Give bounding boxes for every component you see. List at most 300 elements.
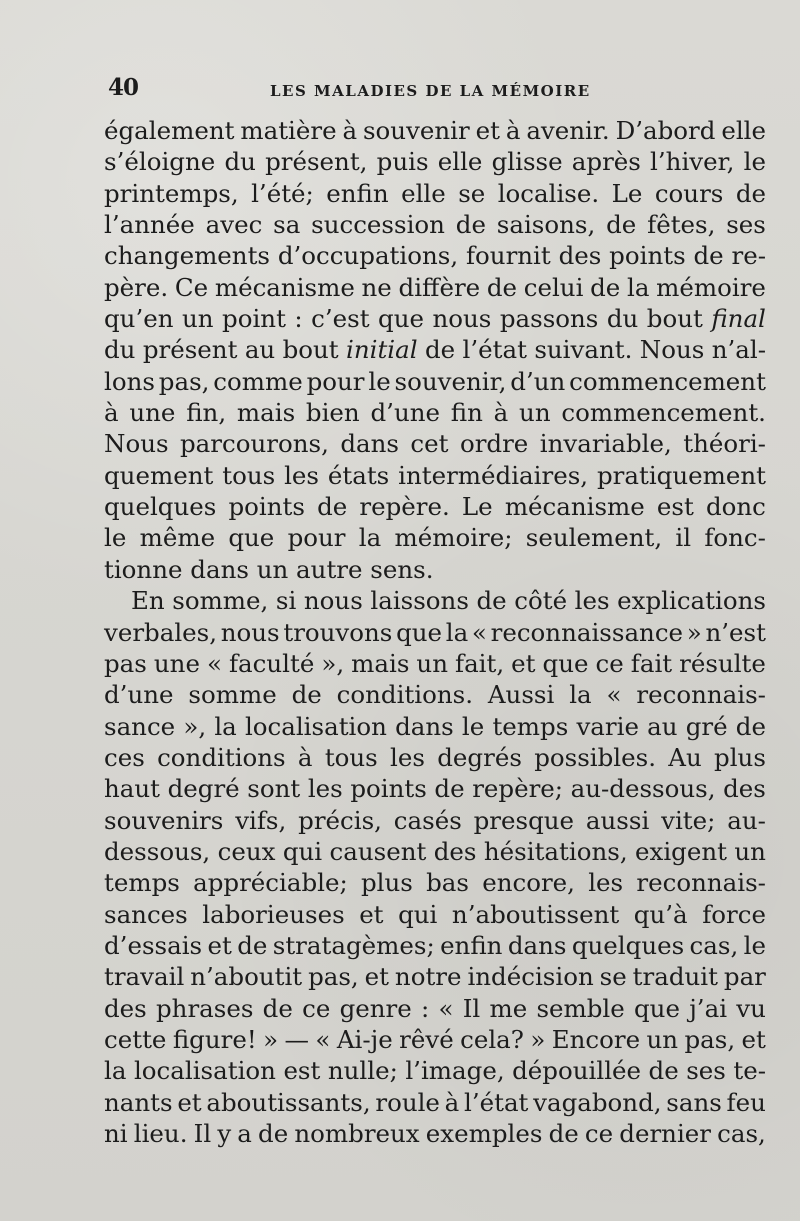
word: bout [282,335,339,365]
word: Il [193,1119,212,1148]
word: avec [205,210,263,240]
word: Nous [104,429,169,459]
word: la [214,711,237,741]
word: pas, [158,366,210,396]
word: bout [646,304,703,334]
word: à [444,1087,460,1117]
word: l’année [104,210,195,240]
word: des [104,993,147,1023]
word: », [183,711,207,741]
word: de [237,930,268,960]
word: mécanisme [504,492,645,522]
text-line [104,805,766,836]
page-header [108,74,760,106]
word: vu [736,993,766,1023]
word: points [228,492,305,522]
word: les [307,774,343,804]
word: vite; [661,805,716,835]
word: l’état [462,335,527,365]
word: explications [617,586,766,616]
word: présent, [265,147,368,177]
text-line [104,1087,766,1118]
text-line [104,930,766,961]
word: et [177,1087,202,1117]
word: laissons [370,586,469,616]
word: bien [305,398,360,428]
text-line [104,366,766,397]
text-line [104,397,766,428]
word: degrés [437,742,522,772]
word: invariable, [539,429,672,459]
word: ce [595,648,624,678]
word: : [294,304,303,334]
text-line [104,303,766,334]
word: pour [306,366,365,396]
word: Ce [174,272,209,302]
word: figure! [172,1024,257,1054]
word: haut [104,774,161,804]
text-line [104,428,766,459]
word: un [646,1024,679,1054]
text-line [104,115,766,146]
word: tous [222,460,276,490]
word: qui [282,836,323,866]
word: nants [104,1087,173,1117]
word: mémoire; [394,523,513,553]
word: que [228,523,275,553]
word: pratiquement [596,460,766,490]
word: temps [104,868,180,898]
word: de [455,210,486,240]
word: ni [104,1119,128,1148]
word: somme, [172,586,269,616]
word: si [275,586,297,616]
word: par [723,962,766,992]
word: indécision [467,962,594,992]
word: la [358,523,382,553]
word: « [438,993,454,1023]
word: mais [351,648,410,678]
text-line [104,961,766,992]
word: nous [303,586,363,616]
word: c’est [311,304,370,334]
word: gré [685,711,728,741]
word: Le [611,178,643,208]
word: avenir. [526,116,610,145]
word: presque [473,805,575,835]
word: dans [340,429,399,459]
word: pour [287,523,346,553]
word: rêvé [399,1024,454,1054]
word: j’ai [689,993,728,1023]
word: diffère [398,272,481,302]
word: dernier [619,1119,711,1148]
emphasized-word: final [711,304,766,334]
word: casés [393,805,462,835]
word: sance [104,711,176,741]
word: travail [104,962,185,992]
word: de [735,178,766,208]
word: ceux [217,836,276,866]
word: seulement, [525,523,663,553]
word: fonc- [704,523,766,553]
text-line [104,1024,766,1055]
word: « [606,680,622,710]
word: changements [104,241,270,271]
word: plus [714,742,766,772]
word: le [461,711,485,741]
word: la [569,680,592,710]
text-line [104,178,766,209]
word: pas, [684,1024,736,1054]
word: que [542,648,589,678]
word: laborieuses [202,899,345,929]
word: « [315,1024,331,1054]
word: Encore [551,1024,641,1054]
word: te- [733,1056,766,1086]
word: me [489,993,528,1023]
word: mémoire [656,272,766,302]
word: elle [721,116,766,145]
word: fin [450,398,483,428]
word: le [104,523,127,553]
word: cas, [717,1119,766,1148]
word: » [530,1024,546,1054]
word: également [104,116,235,145]
word: d’une [370,398,441,428]
word: les [588,868,624,898]
word: commencement. [561,398,766,428]
word: des [433,836,477,866]
word: localisation [133,1056,276,1086]
word: parcourons, [180,429,329,459]
word: les [390,742,425,772]
word: la [445,617,469,647]
word: matière [240,116,337,145]
word: exigent [635,836,727,866]
word: se [458,178,486,208]
word: que [378,304,425,334]
word: verbales, [104,617,218,647]
word: points [609,241,686,271]
word: n’al- [711,335,766,365]
word: au [647,711,678,741]
text-line [104,240,766,271]
word: fin, [186,398,227,428]
word: dépouillée [512,1056,642,1086]
word: de [262,993,293,1023]
word: souvenir [362,116,470,145]
word: n’aboutit [190,962,303,992]
word: un [416,648,448,678]
word: fêtes, [647,210,716,240]
word: nombreux [294,1119,420,1148]
word: vagabond, [533,1087,662,1117]
word: qu’à [633,899,688,929]
word: de [648,1056,679,1086]
word: elle [437,147,483,177]
word: d’un [510,366,566,396]
word: cas, [689,930,739,960]
word: Nous [639,335,705,365]
word: l’image, [405,1056,505,1086]
word: stratagèmes; [272,930,435,960]
word: intermédiaires, [398,460,589,490]
word: et [511,648,536,678]
word: d’essais [104,930,203,960]
word: que [634,993,680,1023]
text-line [104,209,766,240]
word: notre [394,962,462,992]
word: a [237,1119,252,1148]
word: semble [536,993,625,1023]
word: donc [705,492,766,522]
text-line [104,334,766,365]
word: un [734,836,766,866]
word: est [283,1056,321,1086]
word: résulte [679,648,766,678]
word: repère. [359,492,450,522]
word: aboutissants, [206,1087,371,1117]
text-line [104,773,766,804]
word: de [434,774,465,804]
word: Le [461,492,493,522]
word: nous [220,617,280,647]
word: Au [668,742,702,772]
word: n’est [705,617,766,647]
word: de [693,241,724,271]
word: lieu. [133,1119,188,1148]
word: de [476,586,507,616]
word: trouvons [283,617,393,647]
word: une [129,398,176,428]
word: sa [273,210,301,240]
word: enfin [326,178,389,208]
text-line [104,899,766,930]
word: printemps, [104,178,239,208]
text-line [104,522,766,553]
word: roule [375,1087,440,1117]
word: de [548,1119,579,1148]
word: cette [104,1024,167,1054]
word: pas [104,648,147,678]
text-line [104,742,766,773]
word: des [723,774,766,804]
word: D’abord [615,116,716,145]
word: le [368,366,391,396]
word: ses [726,210,766,240]
word: la [104,1056,127,1086]
word: cela? [460,1024,524,1054]
word: d’occupations, [277,241,459,271]
word: les [574,586,610,616]
word: point [222,304,286,334]
word: nous [432,304,492,334]
word: En [131,586,165,616]
word: après [571,147,641,177]
page-number: 40 [108,74,139,101]
text-line [104,836,766,867]
word: faculté [228,648,315,678]
word: hésitations, [483,836,628,866]
text-line [104,491,766,522]
word: père. [104,272,169,302]
word: ne [361,272,392,302]
word: saisons, [496,210,596,240]
word: », [321,648,345,678]
text-line [104,585,766,616]
word: quelques [571,930,685,960]
word: dessous, [104,836,211,866]
running-head: LES MALADIES DE LA MÉMOIRE [270,82,591,100]
word: aussi [585,805,650,835]
word: enfin [440,930,503,960]
word: se [599,962,627,992]
word: de [258,1119,289,1148]
word: sans [666,1087,722,1117]
word: dans [507,930,567,960]
word: de [317,492,348,522]
word: un [182,304,214,334]
word: fait, [455,648,505,678]
word: quelques [104,492,217,522]
word: causent [329,836,427,866]
word: comme [213,366,303,396]
text-line [104,648,766,679]
word: conditions [157,742,286,772]
word: fait [630,648,673,678]
text-line [104,711,766,742]
text-line [104,146,766,177]
emphasized-word: initial [346,335,418,365]
word: « [471,617,487,647]
word: reconnais- [636,680,766,710]
word: Il [462,993,481,1023]
word: puis [376,147,429,177]
word: à [493,398,509,428]
word: reconnaissance [490,617,684,647]
word: du [606,304,639,334]
word: même [139,523,216,553]
word: exemples [425,1119,543,1148]
text-line [104,679,766,710]
word: et [364,962,389,992]
word: genre [339,993,412,1023]
word: cet [410,429,449,459]
word: feu [726,1087,766,1117]
word: au [244,335,276,365]
word: cours [654,178,724,208]
word: somme [188,680,277,710]
word: à [104,398,119,428]
word: de [424,335,456,365]
word: celui [523,272,584,302]
word: et [741,1024,766,1054]
word: suivant. [534,335,633,365]
word: — [284,1024,310,1054]
word: sont [247,774,301,804]
word: les [284,460,319,490]
word: l’hiver, [650,147,735,177]
word: ces [104,742,145,772]
word: précis, [298,805,382,835]
word: de [735,711,766,741]
word: plus [360,868,413,898]
text-line [104,993,766,1024]
word: traduit [632,962,718,992]
word: commencement [569,366,766,396]
text-line [104,1055,766,1086]
word: vifs, [235,805,287,835]
word: la [627,272,650,302]
word: s’éloigne [104,147,216,177]
word: temps [492,711,569,741]
word: mais [236,398,296,428]
word: localise. [497,178,600,208]
word: une [153,648,200,678]
word: d’une [104,680,174,710]
word: Ai-je [336,1024,393,1054]
word: qu’en [104,304,174,334]
word: du [104,335,136,365]
word: succession [311,210,445,240]
word: bas [426,868,469,898]
word: y [217,1119,232,1148]
word: il [675,523,692,553]
word: repère; [472,774,564,804]
word: états [327,460,390,490]
text-line [104,460,766,491]
text-line: tionne dans un autre sens. [104,554,434,584]
word: est [656,492,694,522]
word: à [505,116,521,145]
word: de [590,272,621,302]
word: encore, [482,868,575,898]
word: ce [302,993,331,1023]
word: possibles. [534,742,656,772]
word: souvenirs [104,805,224,835]
word: ce [584,1119,614,1148]
word: n’aboutissent [451,899,620,929]
word: glisse [491,147,563,177]
word: pas, [308,962,359,992]
word: que [396,617,443,647]
word: Aussi [487,680,555,710]
word: qui [398,899,438,929]
word: de [486,272,518,302]
word: au- [727,805,766,835]
word: un [519,398,551,428]
word: varie [576,711,639,741]
word: force [702,899,766,929]
word: l’état [463,1087,529,1117]
text-line [104,1118,766,1149]
word: appréciable; [193,868,348,898]
word: de [606,210,637,240]
word: à [297,742,313,772]
word: au-dessous, [570,774,716,804]
text-line [104,617,766,648]
word: et [359,899,384,929]
text-line [104,272,766,303]
word: le [743,930,766,960]
word: passons [499,304,599,334]
word: nulle; [327,1056,398,1086]
word: « [206,648,222,678]
word: et [475,116,500,145]
word: souvenir, [394,366,507,396]
word: localisation [244,711,387,741]
